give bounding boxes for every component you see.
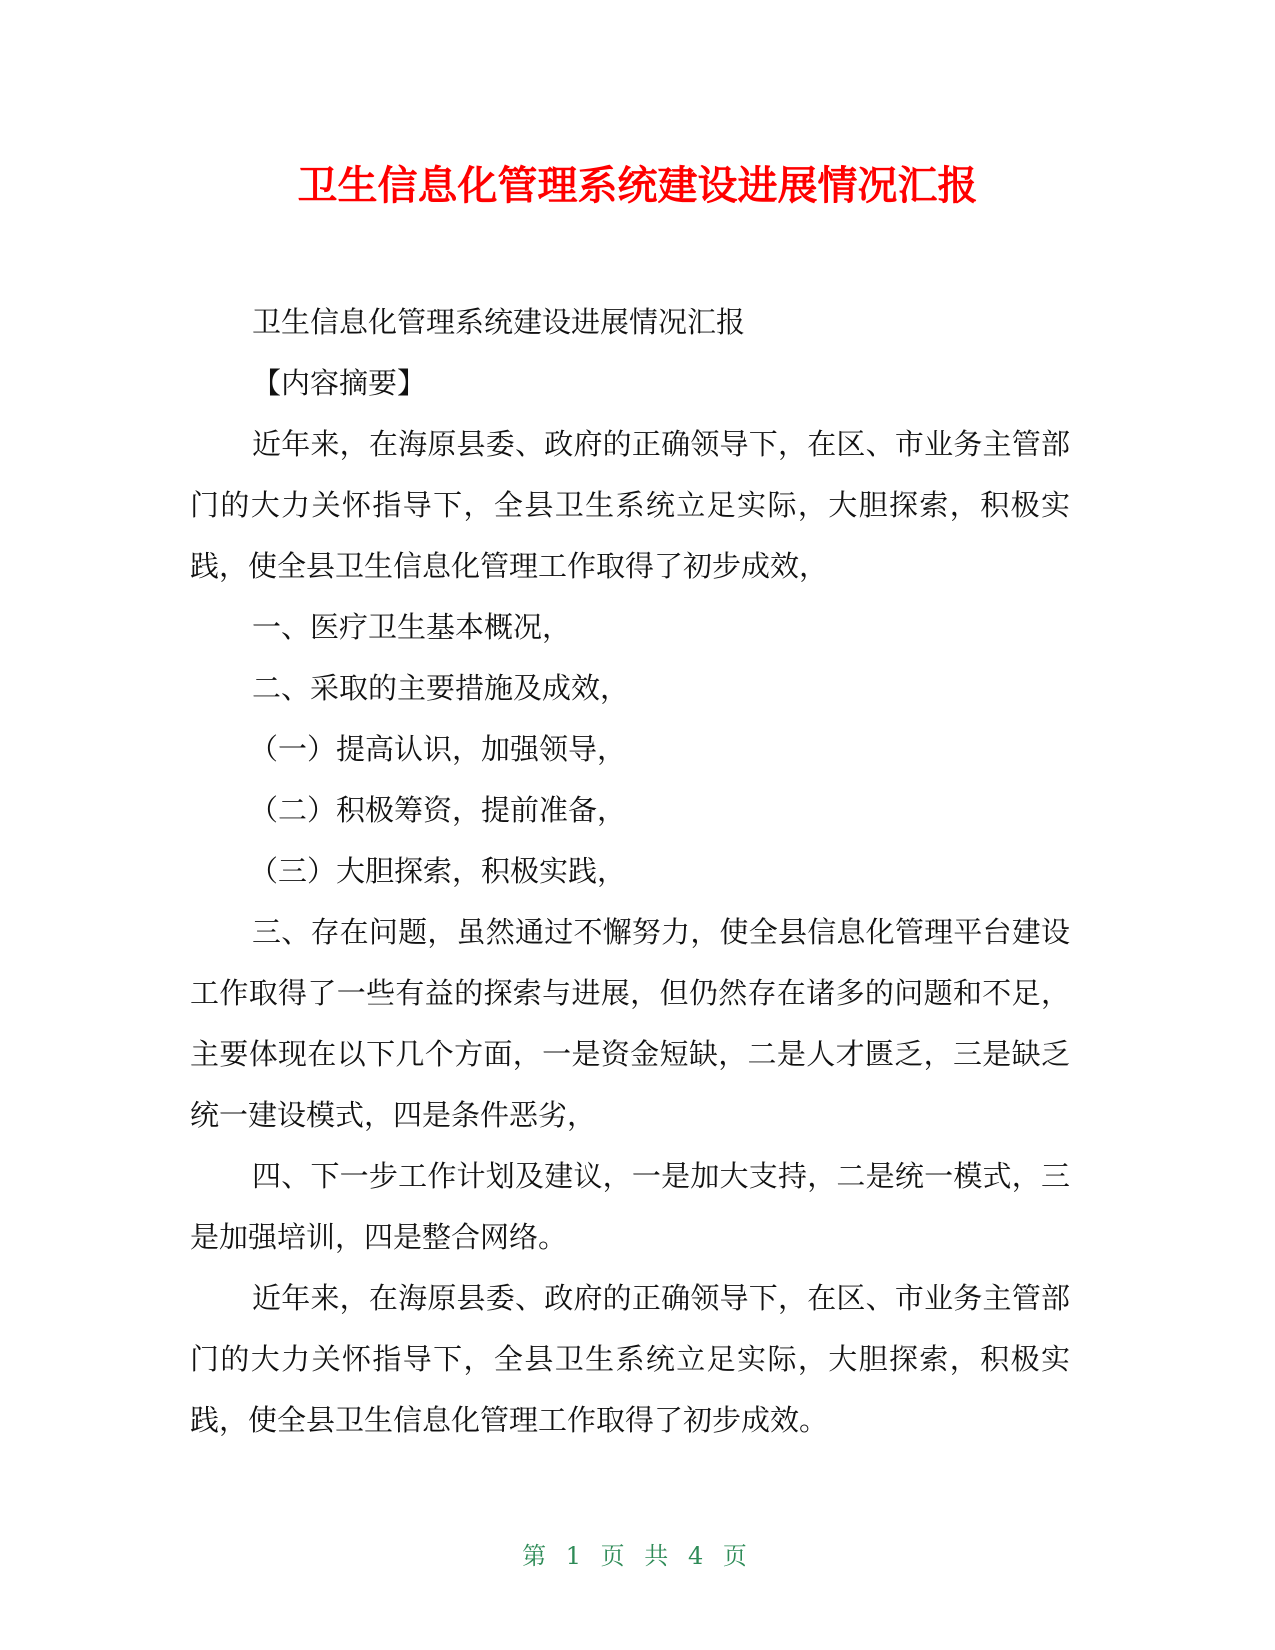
paragraph-subsection-2: （二）积极筹资，提前准备，	[249, 793, 627, 827]
paragraph-section-2: 二、采取的主要措施及成效，	[252, 671, 630, 705]
document-body	[190, 292, 1070, 1451]
paragraph-closing: 近年来，在海原县委、政府的正确领导下，在区、市业务主管部门的大力关怀指导下，全县卫生系统立足实际，大胆探索，积极实践，使全县卫生信息化管理工作取得了初步成效。	[190, 1281, 1070, 1437]
paragraph-subsection-3: （三）大胆探索，积极实践，	[249, 854, 627, 888]
paragraph-heading: 卫生信息化管理系统建设进展情况汇报	[252, 305, 746, 339]
paragraph-intro: 近年来，在海原县委、政府的正确领导下，在区、市业务主管部门的大力关怀指导下，全县卫生系统立足实际，大胆探索，积极实践，使全县卫生信息化管理工作取得了初步成效，	[190, 427, 1070, 583]
paragraph-subsection-1: （一）提高认识，加强领导，	[249, 732, 627, 766]
paragraph-section-1: 一、医疗卫生基本概况，	[252, 610, 572, 644]
page-number-footer: 第 1 页 共 4 页	[522, 1542, 753, 1570]
paragraph-section-4: 四、下一步工作计划及建议，一是加大支持，二是统一模式，三是加强培训，四是整合网络。	[190, 1159, 1070, 1254]
paragraph-summary-label: 【内容摘要】	[252, 366, 427, 400]
paragraph-section-3: 三、存在问题，虽然通过不懈努力，使全县信息化管理平台建设工作取得了一些有益的探索与进展，但仍然存在诸多的问题和不足，主要体现在以下几个方面，一是资金短缺，二是人才匮乏，三是缺乏统一建设模式，四是条件恶劣，	[190, 915, 1070, 1132]
document-title: 卫生信息化管理系统建设进展情况汇报	[297, 163, 978, 209]
